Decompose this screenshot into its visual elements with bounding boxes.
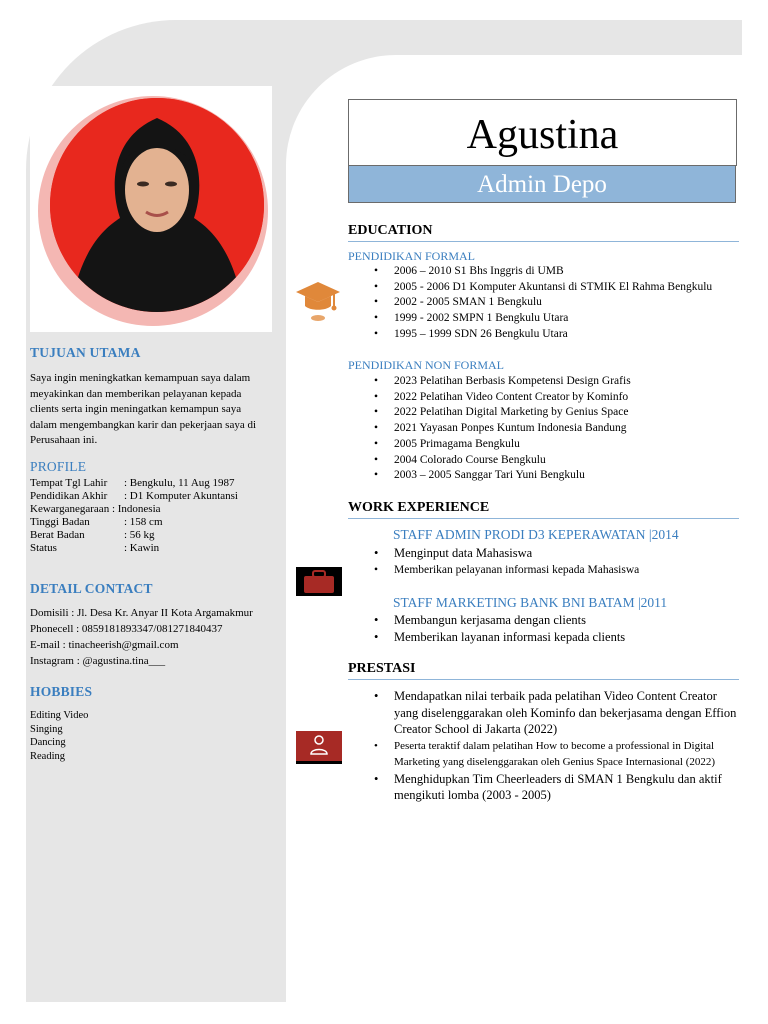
profile-row: [30, 529, 238, 542]
work-heading: WORK EXPERIENCE: [348, 500, 739, 519]
candidate-name: Agustina: [348, 99, 737, 166]
objective-line: Saya ingin meningkatkan kemampuan saya dalam: [30, 372, 251, 384]
education-heading: EDUCATION: [348, 223, 739, 242]
contact-email[interactable]: E-mail : tinacheerish@gmail.com: [30, 639, 179, 651]
list-item: • 2022 Pelatihan Video Content Creator by Kominfo: [370, 390, 720, 406]
job-duties-list: [370, 545, 730, 579]
job-duties-list: [370, 612, 730, 646]
contact-phone: Phonecell : 0859181893347/081271840437: [30, 623, 223, 635]
list-item: • Memberikan pelayanan informasi kepada Mahasiswa: [370, 562, 730, 579]
list-item: • 2021 Yayasan Ponpes Kuntum Indonesia Bandung: [370, 421, 720, 437]
hobby-item: Dancing: [30, 737, 66, 748]
hobby-item: Singing: [30, 723, 63, 735]
list-item: • 2005 Primagama Bengkulu: [370, 437, 720, 453]
formal-education-list: [370, 264, 720, 343]
list-item: • Menginput data Mahasiswa: [370, 545, 730, 562]
objective-line: meyakinkan dan memberikan pelayanan kepada: [30, 387, 242, 400]
nonformal-education-list: [370, 374, 720, 484]
list-item: • 2023 Pelatihan Berbasis Kompetensi Design Grafis: [370, 374, 720, 390]
objective-line: Perusahaan ini.: [30, 434, 98, 446]
list-item: • 1999 - 2002 SMPN 1 Bengkulu Utara: [370, 311, 720, 327]
list-item: • Menghidupkan Tim Cheerleaders di SMAN 1 Bengkulu dan aktif mengikuti lomba (2003 - 2005): [370, 771, 740, 804]
job-title: STAFF MARKETING BANK BNI BATAM |2011: [393, 595, 668, 610]
prestasi-list: [370, 688, 740, 804]
profile-value: : D1 Komputer Akuntansi: [124, 490, 238, 502]
profile-label: Tempat Tgl Lahir: [30, 477, 108, 489]
contact-address: Domisili : Jl. Desa Kr. Anyar II Kota Argamakmur: [30, 607, 253, 619]
profile-row: [30, 477, 238, 490]
objective-line: dalam mengembangkan karir dan pekerjaan saya di: [30, 418, 257, 431]
list-item: • 2002 - 2005 SMAN 1 Bengkulu: [370, 295, 720, 311]
candidate-role: Admin Depo: [348, 165, 736, 203]
profile-label: Status: [30, 542, 57, 554]
profile-value: : 158 cm: [124, 516, 163, 528]
hobbies-list: [30, 709, 88, 763]
briefcase-icon: [296, 567, 342, 596]
profile-photo: [50, 98, 264, 312]
hobbies-heading: HOBBIES: [30, 684, 93, 699]
profile-label: Pendidikan Akhir: [30, 490, 108, 502]
list-item: • Peserta teraktif dalam pelatihan How to become a professional in Digital Marketing yang diselenggarakan oleh Genius Space Internasional (2022): [370, 738, 740, 771]
objective-line: clients serta ingin meningatkan kemampun saya: [30, 403, 242, 415]
profile-value: : Bengkulu, 11 Aug 1987: [124, 477, 235, 489]
profile-row: [30, 516, 238, 529]
graduation-cap-icon: [294, 276, 342, 324]
list-item: • Membangun kerjasama dengan clients: [370, 612, 730, 629]
profile-label: Tinggi Badan: [30, 516, 90, 528]
list-item: • 2005 - 2006 D1 Komputer Akuntansi di STMIK El Rahma Bengkulu: [370, 280, 720, 296]
nonformal-education-heading: PENDIDIKAN NON FORMAL: [348, 358, 504, 372]
profile-row: [30, 490, 238, 503]
profile-row: [30, 503, 238, 516]
contact-heading: DETAIL CONTACT: [30, 581, 153, 596]
formal-education-heading: PENDIDIKAN FORMAL: [348, 249, 476, 263]
profile-value: : Kawin: [124, 542, 160, 554]
profile-heading: PROFILE: [30, 459, 87, 474]
objective-text: [30, 371, 288, 449]
prestasi-heading: PRESTASI: [348, 661, 739, 680]
person-award-icon: [296, 731, 342, 764]
list-item: • 2004 Colorado Course Bengkulu: [370, 453, 720, 469]
hobby-item: Editing Video: [30, 710, 89, 721]
list-item: • 2003 – 2005 Sanggar Tari Yuni Bengkulu: [370, 468, 720, 484]
profile-label: Kewarganegaraan: [30, 503, 110, 515]
profile-value: : 56 kg: [124, 529, 155, 541]
profile-table: [30, 477, 238, 555]
contact-instagram: Instagram : @agustina.tina___: [30, 655, 166, 667]
list-item: • 2006 – 2010 S1 Bhs Inggris di UMB: [370, 264, 720, 280]
list-item: • 1995 – 1999 SDN 26 Bengkulu Utara: [370, 327, 720, 343]
contact-details: [30, 605, 253, 669]
objective-heading: TUJUAN UTAMA: [30, 345, 141, 360]
job-title: STAFF ADMIN PRODI D3 KEPERAWATAN |2014: [393, 527, 679, 542]
list-item: • 2022 Pelatihan Digital Marketing by Genius Space: [370, 405, 720, 421]
profile-value: : Indonesia: [111, 503, 161, 515]
profile-label: Berat Badan: [30, 529, 85, 541]
profile-row: [30, 542, 238, 555]
hobby-item: Reading: [30, 750, 65, 762]
list-item: • Memberikan layanan informasi kepada clients: [370, 629, 730, 646]
list-item: • Mendapatkan nilai terbaik pada pelatihan Video Content Creator yang diselenggarakan oleh Kominfo dan bekerjasama dengan Effion Creator School di Jakarta (2022): [370, 688, 740, 738]
